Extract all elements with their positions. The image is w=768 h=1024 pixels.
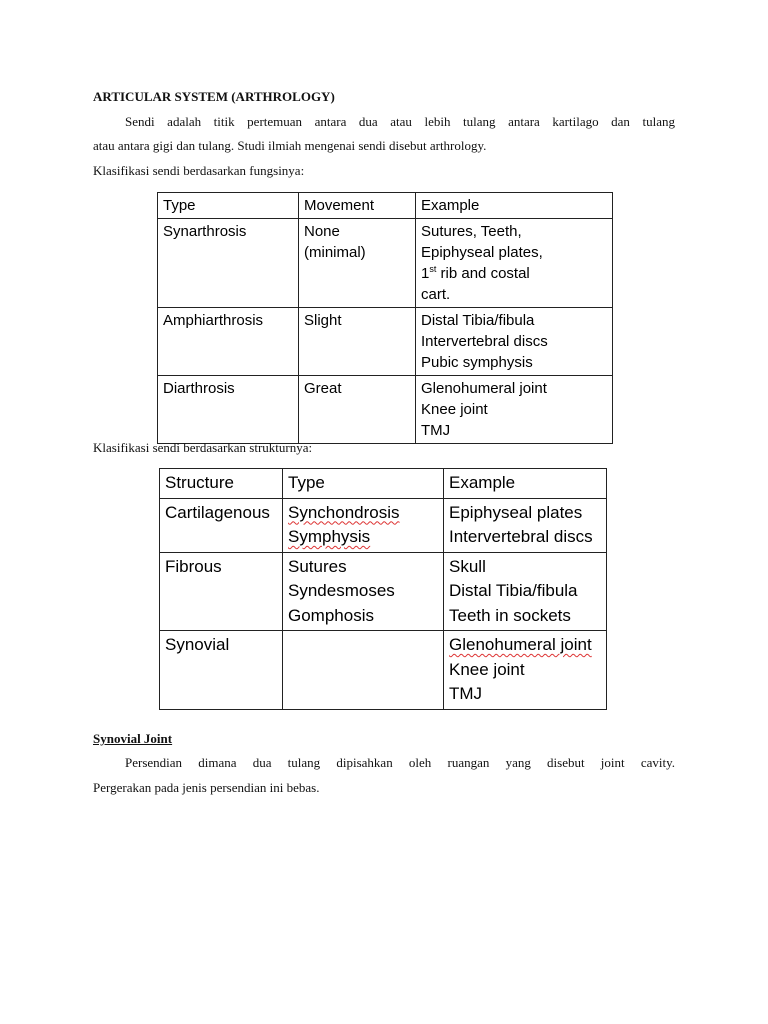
cell-text: (minimal) [304, 244, 366, 261]
cell-text: Slight [304, 312, 342, 329]
header-cell: Structure [160, 469, 283, 499]
structure-cell [160, 498, 283, 552]
table-header-row [158, 193, 613, 219]
table-row [160, 631, 607, 710]
synovial-joint-heading: Synovial Joint [93, 731, 173, 746]
type-cell-empty [283, 631, 444, 710]
cell-text: Knee joint [421, 401, 488, 418]
synovial-paragraph-line-1: Persendian dimana dua tulang dipisahkan oleh ruangan yang disebut joint cavity. [125, 755, 675, 770]
cell-text: Synovial [165, 635, 230, 654]
cell-text: Diarthrosis [163, 380, 235, 397]
synovial-paragraph-line-2: Pergerakan pada jenis persendian ini bebas. [93, 780, 320, 795]
intro-paragraph-line-1: Sendi adalah titik pertemuan antara dua atau lebih tulang antara kartilago dan tulang [125, 114, 675, 129]
intro-paragraph-line-2: atau antara gigi dan tulang. Studi ilmiah mengenai sendi disebut arthrology. [93, 138, 487, 153]
example-cell [416, 219, 613, 308]
cell-text: Fibrous [165, 556, 222, 576]
cell-text: Syndesmoses [288, 581, 395, 600]
cell-text: Glenohumeral joint [449, 635, 592, 654]
cell-text: TMJ [421, 422, 451, 439]
header-cell: Example [444, 469, 607, 499]
example-cell [416, 308, 613, 376]
cell-text: Synarthrosis [163, 223, 247, 240]
table-row [158, 376, 613, 444]
cell-text: None [304, 223, 340, 240]
cell-text: Epiphyseal plates [449, 502, 583, 522]
type-cell [158, 308, 299, 376]
type-cell [158, 219, 299, 308]
function-classification-label: Klasifikasi sendi berdasarkan fungsinya: [93, 163, 305, 178]
type-cell [158, 376, 299, 444]
cell-text: Epiphyseal plates, [421, 244, 543, 261]
cell-text: Distal Tibia/fibula [449, 581, 578, 600]
ordinal-number: 1 [421, 265, 430, 282]
structure-cell [160, 631, 283, 710]
cell-text: Knee joint [449, 659, 525, 679]
table-row [158, 219, 613, 308]
header-cell: Type [158, 193, 299, 219]
type-cell [283, 552, 444, 631]
table-header-row [160, 469, 607, 499]
movement-cell [299, 376, 416, 444]
page-heading: ARTICULAR SYSTEM (ARTHROLOGY) [93, 89, 335, 104]
table-row [158, 308, 613, 376]
header-cell: Type [283, 469, 444, 499]
cell-text: Gomphosis [288, 605, 374, 625]
example-cell [444, 552, 607, 631]
movement-cell [299, 219, 416, 308]
cell-text: Teeth in sockets [449, 605, 571, 625]
table-row [160, 552, 607, 631]
cell-text: cart. [421, 286, 451, 303]
cell-text: Symphysis [288, 527, 371, 546]
cell-text: Cartilagenous [165, 502, 270, 522]
cell-text: Skull [449, 556, 486, 576]
cell-text: Intervertebral discs [421, 333, 548, 350]
structure-classification-table [159, 468, 607, 710]
header-cell: Example [416, 193, 613, 219]
cell-text: Distal Tibia/fibula [421, 312, 535, 329]
cell-text: Pubic symphysis [421, 354, 533, 371]
ordinal-suffix: st [429, 264, 437, 274]
cell-text: Great [304, 380, 342, 397]
cell-text: Amphiarthrosis [163, 312, 264, 329]
cell-text: TMJ [449, 684, 483, 703]
example-cell [416, 376, 613, 444]
type-cell [283, 498, 444, 552]
movement-cell [299, 308, 416, 376]
example-cell [444, 498, 607, 552]
structure-classification-label: Klasifikasi sendi berdasarkan strukturnya: [93, 440, 313, 455]
example-cell [444, 631, 607, 710]
cell-text: rib and costal [440, 265, 530, 282]
header-cell: Movement [299, 193, 416, 219]
function-classification-table [157, 192, 613, 444]
table-row [160, 498, 607, 552]
cell-text: Sutures [288, 556, 347, 576]
cell-text: Sutures, Teeth, [421, 223, 522, 240]
structure-cell [160, 552, 283, 631]
cell-text: Synchondrosis [288, 502, 400, 522]
cell-text [421, 263, 607, 284]
cell-text: Intervertebral discs [449, 527, 593, 546]
cell-text: Glenohumeral joint [421, 380, 547, 397]
